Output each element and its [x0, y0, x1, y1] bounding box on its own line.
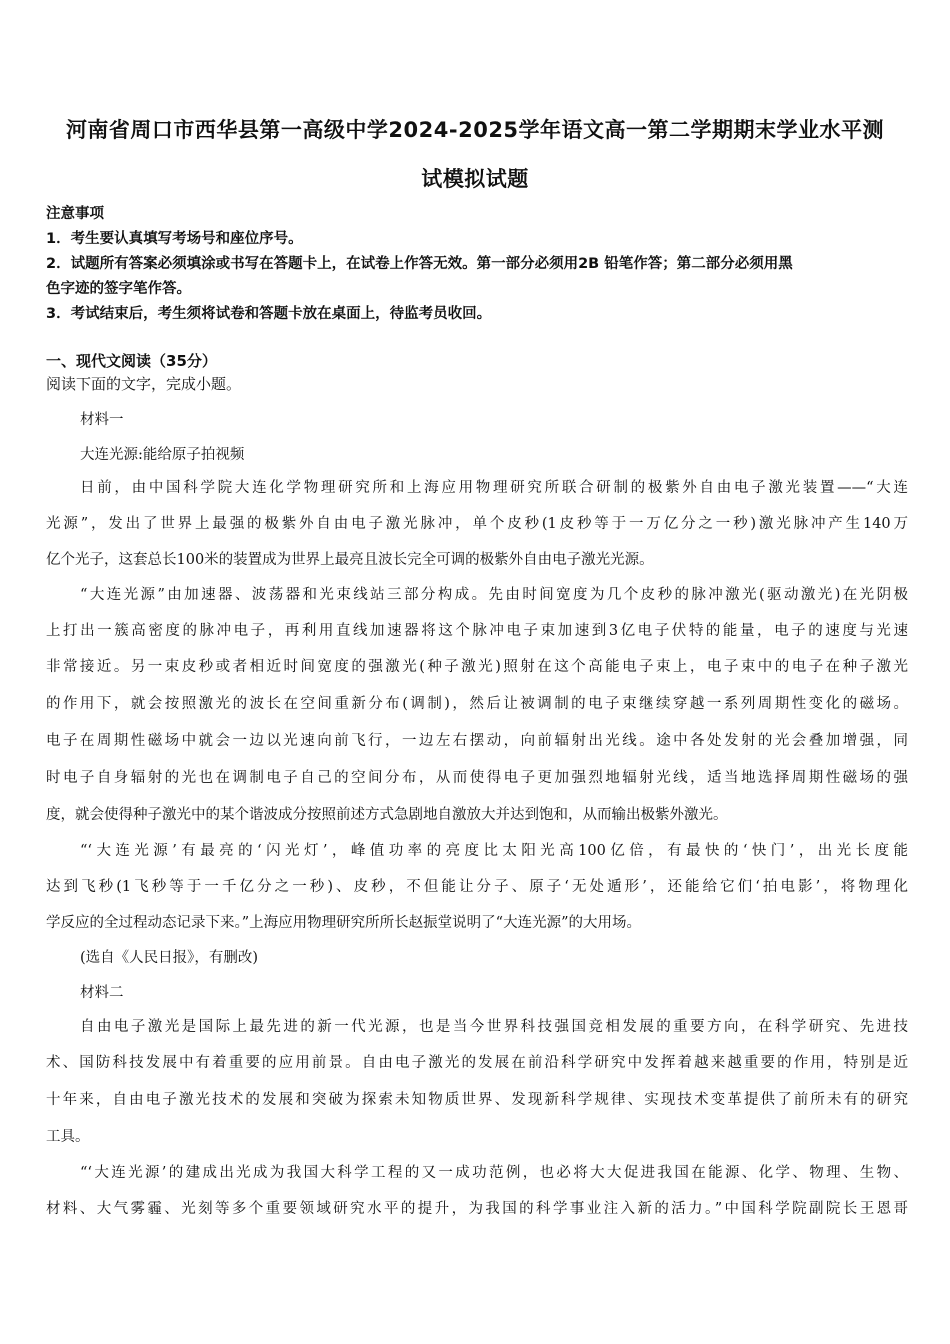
document-title-line-1: 河南省周口市西华县第一高级中学2024-2025学年语文高一第二学期期末学业水平测 — [65, 118, 885, 142]
reading-instruction: 阅读下面的文字，完成小题。 — [46, 375, 242, 393]
paragraph-line: “大连光源”由加速器、波荡器和光束线站三部分构成。先由时间宽度为几个皮秒的脉冲激光(驱动激光)在光阴极 — [80, 587, 908, 603]
article-heading: 大连光源:能给原子拍视频 — [80, 447, 245, 463]
paragraph-line: 非常接近。另一束皮秒或者相近时间宽度的强激光(种子激光)照射在这个高能电子束上，电子束中的电子在种子激光 — [46, 659, 908, 675]
paragraph-line: 术、国防科技发展中有着重要的应用前景。自由电子激光的发展在前沿科学研究中发挥着越来越重要的作用，特别是近 — [46, 1055, 908, 1071]
exam-notes — [46, 202, 908, 327]
paragraph-line: 十年来，自由电子激光技术的发展和突破为探索未知物质世界、发现新科学规律、实现技术变革提供了前所未有的研究 — [46, 1092, 908, 1108]
paragraph-line: 材料、大气雾霾、光刻等多个重要领域研究水平的提升，为我国的科学事业注入新的活力。”中国科学院副院长王恩哥 — [46, 1201, 908, 1217]
notes-heading: 注意事项 — [46, 206, 104, 222]
note-item: 3．考试结束后，考生须将试卷和答题卡放在桌面上，待监考员收回。 — [46, 306, 492, 322]
document-title-line-2: 试模拟试题 — [421, 167, 529, 191]
paragraph-line: “‘大连光源’有最亮的‘闪光灯’，峰值功率的亮度比太阳光高100亿倍，有最快的‘快门’，出光长度能 — [80, 843, 908, 859]
section-heading: 一、现代文阅读（35分） — [46, 352, 217, 370]
paragraph-line: 度，就会使得种子激光中的某个谐波成分按照前述方式急剧地自激放大并达到饱和，从而输出极紫外激光。 — [46, 807, 728, 823]
note-item: 2．试题所有答案必须填涂或书写在答题卡上，在试卷上作答无效。第一部分必须用2B 铅笔作答；第二部分必须用黑 — [46, 256, 793, 272]
paragraph-line: 上打出一簇高密度的脉冲电子，再利用直线加速器将这个脉冲电子束加速到3亿电子伏特的能量，电子的速度与光速 — [46, 623, 908, 639]
paragraph-line: 日前，由中国科学院大连化学物理研究所和上海应用物理研究所联合研制的极紫外自由电子激光装置——“大连 — [80, 480, 908, 496]
source-citation: (选自《人民日报》，有删改) — [80, 950, 259, 966]
material-label: 材料二 — [80, 985, 124, 1001]
paragraph-line: 学反应的全过程动态记录下来。”上海应用物理研究所所长赵振堂说明了“大连光源”的大用场。 — [46, 915, 641, 931]
paragraph-line: 工具。 — [46, 1129, 90, 1145]
note-item: 色字迹的签字笔作答。 — [46, 281, 191, 297]
paragraph-line: 电子在周期性磁场中就会一边以光速向前飞行，一边左右摆动，向前辐射出光线。途中各处发射的光会叠加增强，同 — [46, 733, 908, 749]
paragraph-line: 达到飞秒(1飞秒等于一千亿分之一秒)、皮秒，不但能让分子、原子‘无处遁形’，还能给它们‘拍电影’，将物理化 — [46, 879, 908, 895]
paragraph-line: 的作用下，就会按照激光的波长在空间重新分布(调制)，然后让被调制的电子束继续穿越一系列周期性变化的磁场。 — [46, 696, 908, 712]
note-item: 1．考生要认真填写考场号和座位序号。 — [46, 231, 303, 247]
paragraph-line: 时电子自身辐射的光也在调制电子自己的空间分布，从而使得电子更加强烈地辐射光线，适当地选择周期性磁场的强 — [46, 770, 908, 786]
paragraph-line: 光源”，发出了世界上最强的极紫外自由电子激光脉冲，单个皮秒(1皮秒等于一万亿分之一秒)激光脉冲产生140万 — [46, 516, 908, 532]
paragraph-line: 亿个光子，这套总长100米的装置成为世界上最亮且波长完全可调的极紫外自由电子激光光源。 — [46, 552, 654, 568]
paragraph-line: 自由电子激光是国际上最先进的新一代光源，也是当今世界科技强国竞相发展的重要方向，在科学研究、先进技 — [80, 1019, 908, 1035]
material-label: 材料一 — [80, 412, 124, 428]
paragraph-line: “‘大连光源’的建成出光成为我国大科学工程的又一成功范例，也必将大大促进我国在能源、化学、物理、生物、 — [80, 1165, 908, 1181]
